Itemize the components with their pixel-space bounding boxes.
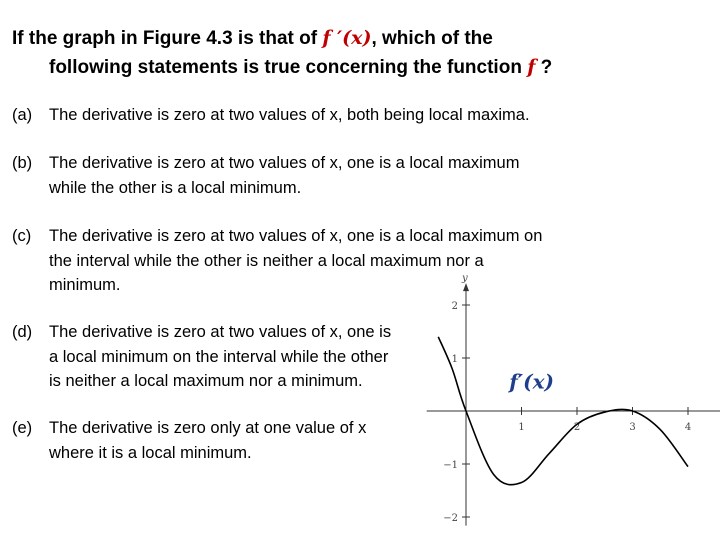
y-axis-label: y — [462, 273, 468, 285]
x-tick-label: 2 — [573, 422, 581, 433]
option-label: (e) — [12, 419, 33, 437]
option-line: the interval while the other is neither a local maximum nor a — [49, 251, 484, 270]
option-line: is neither a local maximum nor a minimum. — [49, 372, 363, 390]
option-line: The derivative is zero only at one value of x — [49, 419, 367, 437]
y-tick-label: 1 — [451, 354, 458, 365]
option-label: (d) — [12, 323, 33, 341]
option-line: while the other is a local minimum. — [49, 178, 302, 197]
option-label: (c) — [12, 227, 32, 245]
x-tick-label: 4 — [684, 422, 692, 433]
option-line: The derivative is zero at two values of x, one is — [49, 323, 392, 341]
option-label: (b) — [12, 154, 33, 172]
x-tick-label: 1 — [518, 422, 525, 433]
option-line: The derivative is zero at two values of x, one is a local maximum — [49, 154, 520, 172]
y-axis-arrow — [463, 283, 469, 291]
question-line2-pre: following statements is true concerning the function — [49, 57, 528, 78]
curve-label: f′(x) — [509, 369, 555, 394]
fprime-expression: f ′(x) — [322, 27, 372, 49]
question-line2-post: ? — [535, 57, 553, 78]
option-line: a local minimum on the interval while the other — [49, 347, 389, 366]
tick-group — [443, 301, 691, 524]
question-line1-pre: If the graph in Figure 4.3 is that of — [12, 28, 323, 49]
question-line1-post: , which of the — [371, 28, 493, 49]
option-line: minimum. — [49, 276, 121, 294]
option-line: The derivative is zero at two values of x, one is a local maximum on — [49, 227, 543, 245]
option-line: The derivative is zero at two values of x, both being local maxima. — [49, 106, 530, 124]
y-tick-label: −2 — [443, 513, 458, 524]
y-tick-label: 2 — [451, 301, 458, 312]
y-tick-label: −1 — [443, 460, 458, 471]
option-label: (a) — [12, 106, 33, 124]
f-symbol: f — [527, 56, 536, 78]
option-line: where it is a local minimum. — [49, 443, 252, 462]
x-tick-label: 3 — [629, 422, 636, 433]
